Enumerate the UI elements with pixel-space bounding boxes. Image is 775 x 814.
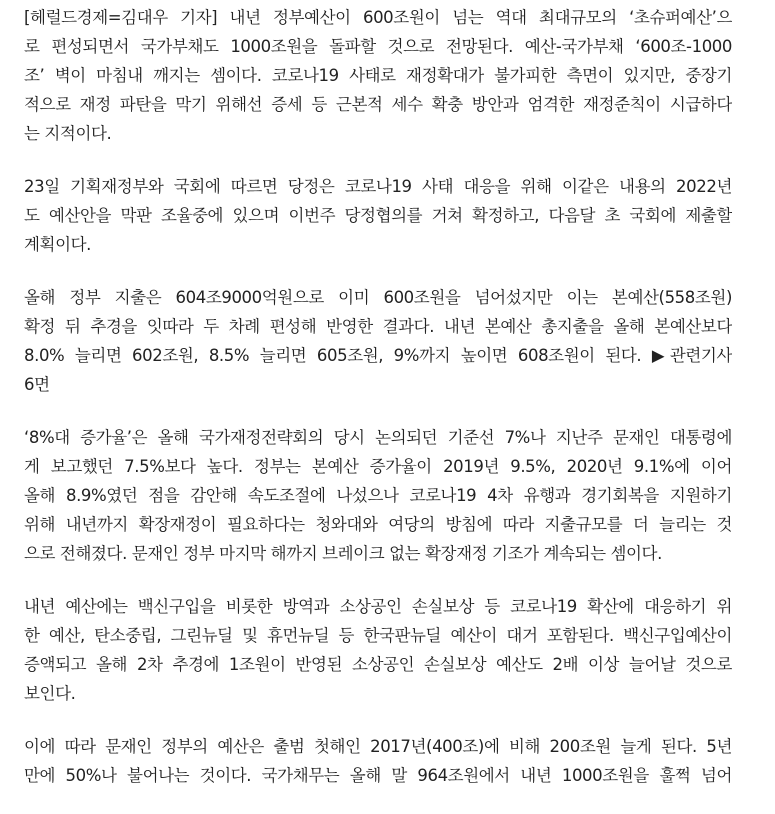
article-paragraph [24,732,732,790]
paragraph-line: 내년 예산에는 백신구입을 비롯한 방역과 소상공인 손실보상 등 코로나19 확산에 대응하기 위 [24,597,732,616]
paragraph-line: 로 편성되면서 국가부채도 1000조원을 돌파할 것으로 전망된다. 예산-국가부채 ‘600조-1000 [24,37,732,56]
paragraph-line: 적으로 재정 파탄을 막기 위해선 증세 등 근본적 세수 확충 방안과 엄격한 재정준칙이 시급하다 [24,95,732,114]
paragraph-line: 도 예산안을 막판 조율중에 있으며 이번주 당정협의를 거쳐 확정하고, 다음달 초 국회에 제출할 [24,206,732,225]
paragraph-line: 조’ 벽이 마침내 깨지는 셈이다. 코로나19 사태로 재정확대가 불가피한 측면이 있지만, 중장기 [24,66,732,85]
paragraph-line: 게 보고했던 7.5%보다 높다. 정부는 본예산 증가율이 2019년 9.5%, 2020년 9.1%에 이어 [24,457,732,476]
paragraph-line: 이에 따라 문재인 정부의 예산은 출범 첫해인 2017년(400조)에 비해 200조원 늘게 된다. 5년 [24,737,732,756]
article-paragraph [24,423,732,568]
paragraph-line: 으로 전해졌다. 문재인 정부 마지막 해까지 브레이크 없는 확장재정 기조가 계속되는 셈이다. [24,544,662,563]
paragraph-line: 증액되고 올해 2차 추경에 1조원이 반영된 소상공인 손실보상 예산도 2배 이상 늘어날 것으로 [24,655,732,674]
paragraph-line: 확정 뒤 추경을 잇따라 두 차례 편성해 반영한 결과다. 내년 본예산 총지출을 올해 본예산보다 [24,317,732,336]
paragraph-line: ‘8%대 증가율’은 올해 국가재정전략회의 당시 논의되던 기준선 7%나 지난주 문재인 대통령에 [24,428,732,447]
paragraph-line: [헤럴드경제=김대우 기자] 내년 정부예산이 600조원이 넘는 역대 최대규모의 ‘초슈퍼예산’으 [24,8,732,27]
paragraph-line: 계획이다. [24,235,92,254]
article-paragraph [24,3,732,148]
paragraph-line: 올해 8.9%였던 점을 감안해 속도조절에 나섰으나 코로나19 4차 유행과 경기회복을 지원하기 [24,486,732,505]
paragraph-line: 만에 50%나 불어나는 것이다. 국가채무는 올해 말 964조원에서 내년 1000조원을 훌쩍 넘어 [24,766,732,785]
paragraph-line: 23일 기획재정부와 국회에 따르면 당정은 코로나19 사태 대응을 위해 이같은 내용의 2022년 [24,177,732,196]
paragraph-line: 올해 정부 지출은 604조9000억원으로 이미 600조원을 넘어섰지만 이는 본예산(558조원) [24,288,732,307]
paragraph-line: 는 지적이다. [24,124,112,143]
paragraph-line: 위해 내년까지 확장재정이 필요하다는 청와대와 여당의 방침에 따라 지출규모를 더 늘리는 것 [24,515,732,534]
article-body [24,3,732,814]
article-paragraph [24,172,732,259]
paragraph-line: 6면 [24,375,50,394]
article-paragraph [24,283,732,399]
paragraph-line: 8.0% 늘리면 602조원, 8.5% 늘리면 605조원, 9%까지 높이면 608조원이 된다. ▶관련기사 [24,346,732,365]
article-paragraph [24,592,732,708]
paragraph-line: 보인다. [24,684,76,703]
paragraph-line: 한 예산, 탄소중립, 그린뉴딜 및 휴먼뉴딜 등 한국판뉴딜 예산이 대거 포함된다. 백신구입예산이 [24,626,732,645]
